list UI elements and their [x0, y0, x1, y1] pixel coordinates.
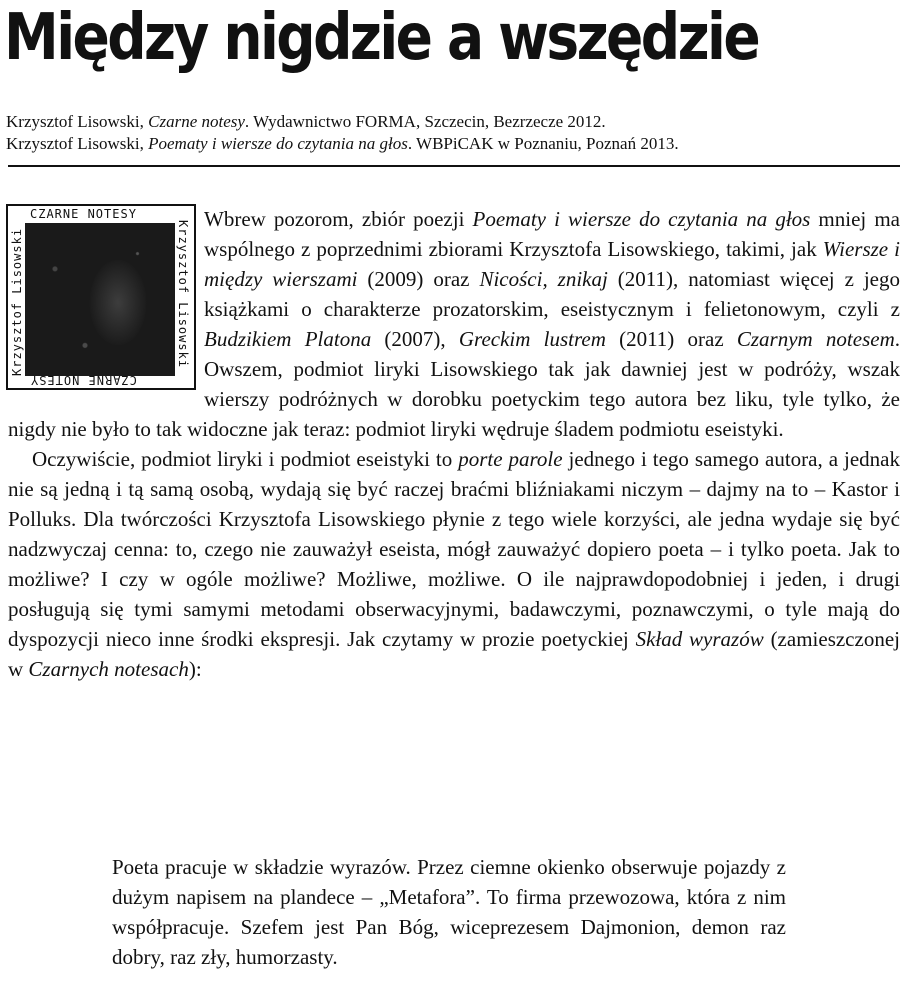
- text-run: (2007),: [371, 327, 459, 351]
- italic-title: Greckim lustrem: [458, 327, 606, 351]
- book-cover-image: [6, 204, 196, 390]
- reference-work-title: Poematy i wiersze do czytania na głos: [148, 134, 408, 153]
- italic-title: Skład wyrazów: [635, 627, 764, 651]
- reference-details: . Wydawnictwo FORMA, Szczecin, Bezrzecze 2012.: [244, 112, 606, 131]
- italic-title: Czarnym notesem: [736, 327, 895, 351]
- text-run: (2009) oraz: [357, 267, 480, 291]
- text-run: (zamieszczonej w: [8, 627, 900, 681]
- book-reference: [6, 133, 679, 155]
- cover-author-right: Krzysztof Lisowski: [176, 220, 190, 369]
- text-run: Oczywiście, podmiot liryki i podmiot eseistyki to: [32, 447, 459, 471]
- italic-title: Wiersze i między wierszami: [204, 237, 900, 291]
- italic-title: Nicości, znikaj: [479, 267, 608, 291]
- reference-details: . WBPiCAK w Poznaniu, Poznań 2013.: [407, 134, 679, 153]
- header-divider: [8, 165, 900, 167]
- cover-photo: [25, 223, 175, 376]
- article-title: Między nigdzie a wszędzie: [4, 1, 759, 75]
- text-run: jednego i tego samego autora, a jednak nie są jedną i tą samą osobą, wydają się być raczej braćmi bliźniakami niczym – dajmy na to – Kastor i Polluks. Dla twórczości Krzysztofa Lisowskiego płynie z tego wiele korzyści, ale jedna wydaje się być nadzwyczaj cenna: to, czego nie zauważył eseista, mógł zauważyć dopiero poeta – i tylko poeta. Jak to możliwe? I czy w ogóle możliwe? Możliwe, możliwe. O ile najprawdopodobniej i jeden, i drugi posługują się tymi samymi metodami obserwacyjnymi, badawczymi, poznawczymi, o tyle mają do dyspozycji nieco inne środki ekspresji. Jak czytamy w prozie poetyckiej: [8, 447, 900, 651]
- paragraph: [8, 444, 900, 684]
- italic-title: Budzikiem Platona: [204, 327, 372, 351]
- text-run: Wbrew pozorom, zbiór poezji: [204, 207, 473, 231]
- italic-title: Poematy i wiersze do czytania na głos: [472, 207, 811, 231]
- text-run: . Owszem, podmiot liryki Lisowskiego tak jak dawniej jest w podróży, wszak wierszy podróżnych w dorobku poetyckim tego autora bez liku, tyle tylko, że nigdy nie było to tak widoczne jak teraz: podmiot liryki wędruje śladem podmiotu eseistyki.: [8, 327, 900, 441]
- text-run: (2011), natomiast więcej z jego książkami o charakterze prozatorskim, eseistycznym i felietonowym, czyli z: [204, 267, 900, 321]
- reference-work-title: Czarne notesy: [148, 112, 245, 131]
- text-run: (2011) oraz: [605, 327, 737, 351]
- reference-author: Krzysztof Lisowski,: [6, 134, 149, 153]
- book-reference: [6, 111, 606, 133]
- block-quote: Poeta pracuje w składzie wyrazów. Przez ciemne okienko obserwuje pojazdy z dużym napisem na plandece – „Metafora”. To firma przewozowa, która z nim współpracuje. Szefem jest Pan Bóg, wiceprezesem Dajmonion, demon raz dobry, raz zły, humorzasty.: [112, 855, 786, 969]
- italic-term: porte parole: [458, 447, 563, 471]
- text-run: mniej ma wspólnego z poprzednimi zbiorami Krzysztofa Lisowskiego, takimi, jak: [204, 207, 900, 261]
- cover-title-top: CZARNE NOTESY: [30, 207, 137, 221]
- text-run: ):: [188, 657, 202, 681]
- reference-author: Krzysztof Lisowski,: [6, 112, 149, 131]
- cover-title-bottom: CZARNE NOTESY: [30, 373, 137, 387]
- cover-author-left: Krzysztof Lisowski: [10, 227, 24, 376]
- italic-title: Czarnych notesach: [28, 657, 189, 681]
